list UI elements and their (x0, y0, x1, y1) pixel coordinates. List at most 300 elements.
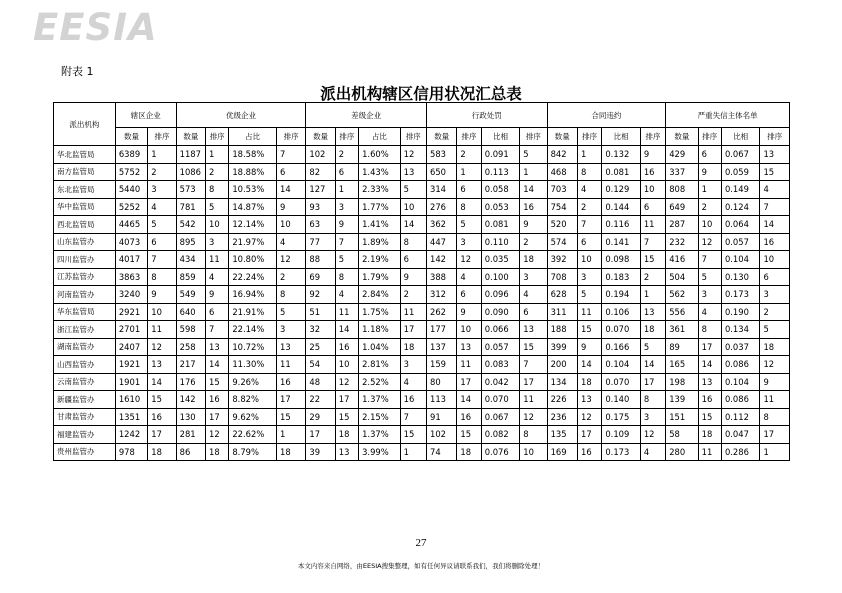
table-cell: 549 (176, 286, 205, 304)
table-cell: 3 (698, 286, 721, 304)
table-cell: 134 (547, 373, 577, 391)
table-cell: 1921 (115, 356, 147, 374)
table-cell: 159 (426, 356, 456, 374)
sub-header: 排序 (335, 128, 358, 146)
sub-header: 比相 (481, 128, 520, 146)
table-cell: 0.086 (721, 391, 760, 409)
table-cell: 0.173 (602, 443, 641, 461)
table-cell: 4 (520, 286, 547, 304)
table-cell: 93 (306, 198, 335, 216)
table-cell: 29 (306, 408, 335, 426)
table-cell: 361 (666, 321, 698, 339)
table-cell: 8 (640, 391, 665, 409)
table-cell: 2.52% (359, 373, 401, 391)
table-cell: 0.100 (481, 268, 520, 286)
table-row (54, 268, 790, 286)
table-cell: 583 (426, 146, 456, 164)
table-cell: 573 (176, 181, 205, 199)
table-cell: 9.26% (229, 373, 277, 391)
table-cell: 7 (698, 251, 721, 269)
group-header: 优级企业 (176, 103, 306, 128)
table-cell: 0.129 (602, 181, 641, 199)
table-cell: 0.106 (602, 303, 641, 321)
table-cell: 5 (640, 338, 665, 356)
table-cell: 13 (698, 373, 721, 391)
table-cell: 287 (666, 216, 698, 234)
table-cell: 15 (520, 338, 547, 356)
sub-header: 占比 (229, 128, 277, 146)
table-cell: 9 (400, 268, 426, 286)
table-cell: 0.091 (481, 146, 520, 164)
table-cell: 0.141 (602, 233, 641, 251)
table-cell: 1086 (176, 163, 205, 181)
table-row (54, 303, 790, 321)
table-cell: 18 (760, 338, 790, 356)
table-cell: 11 (148, 321, 176, 339)
table-cell: 14 (276, 181, 305, 199)
org-name-cell: 华北监管局 (54, 146, 116, 164)
table-cell: 13 (760, 146, 790, 164)
table-cell: 13 (206, 338, 229, 356)
org-name-cell: 华中监管局 (54, 198, 116, 216)
table-cell: 781 (176, 198, 205, 216)
table-cell: 3 (457, 233, 481, 251)
table-cell: 14 (148, 373, 176, 391)
table-cell: 1.77% (359, 198, 401, 216)
table-cell: 18 (520, 251, 547, 269)
table-cell: 151 (666, 408, 698, 426)
table-cell: 6 (457, 286, 481, 304)
table-cell: 13 (335, 443, 358, 461)
table-cell: 169 (547, 443, 577, 461)
table-cell: 18 (276, 443, 305, 461)
table-cell: 22.14% (229, 321, 277, 339)
table-cell: 1351 (115, 408, 147, 426)
table-cell: 7 (520, 356, 547, 374)
table-cell: 86 (176, 443, 205, 461)
table-row (54, 146, 790, 164)
table-cell: 14 (640, 356, 665, 374)
table-cell: 9 (457, 303, 481, 321)
table-cell: 0.144 (602, 198, 641, 216)
table-row (54, 198, 790, 216)
table-cell: 12 (400, 146, 426, 164)
table-cell: 3 (760, 286, 790, 304)
sub-header: 排序 (206, 128, 229, 146)
table-cell: 1.41% (359, 216, 401, 234)
table-cell: 0.076 (481, 443, 520, 461)
table-cell: 0.042 (481, 373, 520, 391)
table-cell: 2 (335, 146, 358, 164)
table-cell: 0.286 (721, 443, 760, 461)
table-cell: 92 (306, 286, 335, 304)
table-row (54, 391, 790, 409)
table-cell: 5 (206, 198, 229, 216)
table-cell: 808 (666, 181, 698, 199)
table-title: 派出机构辖区信用状况汇总表 (320, 84, 522, 103)
table-cell: 91 (426, 408, 456, 426)
table-cell: 14 (457, 391, 481, 409)
org-name-cell: 山东监管办 (54, 233, 116, 251)
table-cell: 11 (640, 216, 665, 234)
table-cell: 13 (276, 338, 305, 356)
group-header: 合同违约 (547, 103, 666, 128)
table-cell: 0.066 (481, 321, 520, 339)
table-cell: 18 (698, 426, 721, 444)
table-cell: 468 (547, 163, 577, 181)
table-cell: 15 (148, 391, 176, 409)
table-cell: 18 (400, 338, 426, 356)
table-cell: 74 (426, 443, 456, 461)
table-cell: 18 (148, 443, 176, 461)
table-cell: 13 (148, 356, 176, 374)
table-cell: 17 (578, 426, 602, 444)
table-cell: 16 (640, 163, 665, 181)
table-cell: 6 (276, 163, 305, 181)
table-cell: 0.081 (602, 163, 641, 181)
table-cell: 10 (578, 251, 602, 269)
table-cell: 6 (457, 181, 481, 199)
table-cell: 10 (148, 303, 176, 321)
table-row (54, 181, 790, 199)
table-cell: 16 (276, 373, 305, 391)
org-name-cell: 浙江监管办 (54, 321, 116, 339)
table-cell: 11 (760, 391, 790, 409)
table-cell: 4073 (115, 233, 147, 251)
table-cell: 0.104 (721, 251, 760, 269)
table-cell: 9 (206, 286, 229, 304)
table-cell: 5 (148, 216, 176, 234)
table-cell: 0.130 (721, 268, 760, 286)
table-cell: 1 (698, 181, 721, 199)
table-cell: 10 (457, 321, 481, 339)
table-cell: 4 (457, 268, 481, 286)
sub-header: 排序 (698, 128, 721, 146)
table-cell: 542 (176, 216, 205, 234)
sub-header: 比相 (721, 128, 760, 146)
org-name-cell: 河南监管办 (54, 286, 116, 304)
table-cell: 9 (276, 198, 305, 216)
table-cell: 88 (306, 251, 335, 269)
table-cell: 754 (547, 198, 577, 216)
table-cell: 17 (335, 391, 358, 409)
table-cell: 6 (640, 198, 665, 216)
table-row (54, 286, 790, 304)
table-cell: 0.067 (721, 146, 760, 164)
table-cell: 2 (457, 146, 481, 164)
table-cell: 6 (148, 233, 176, 251)
table-cell: 4 (148, 198, 176, 216)
table-row (54, 373, 790, 391)
table-cell: 0.175 (602, 408, 641, 426)
table-cell: 429 (666, 146, 698, 164)
table-cell: 10.80% (229, 251, 277, 269)
table-cell: 0.053 (481, 198, 520, 216)
table-cell: 556 (666, 303, 698, 321)
group-header: 辖区企业 (115, 103, 176, 128)
org-name-cell: 湖南监管办 (54, 338, 116, 356)
table-cell: 2407 (115, 338, 147, 356)
table-cell: 11 (698, 443, 721, 461)
table-cell: 0.082 (481, 426, 520, 444)
table-cell: 89 (666, 338, 698, 356)
table-cell: 2 (520, 233, 547, 251)
table-cell: 14 (578, 356, 602, 374)
table-cell: 1 (206, 146, 229, 164)
table-cell: 0.058 (481, 181, 520, 199)
sub-header: 排序 (400, 128, 426, 146)
table-cell: 1.37% (359, 426, 401, 444)
table-cell: 5752 (115, 163, 147, 181)
table-cell: 276 (426, 198, 456, 216)
table-cell: 17 (306, 426, 335, 444)
table-cell: 447 (426, 233, 456, 251)
table-cell: 5440 (115, 181, 147, 199)
table-cell: 226 (547, 391, 577, 409)
table-cell: 1 (148, 146, 176, 164)
table-cell: 7 (640, 233, 665, 251)
sub-header: 排序 (520, 128, 547, 146)
table-cell: 10 (640, 181, 665, 199)
table-cell: 0.098 (602, 251, 641, 269)
table-cell: 12 (206, 426, 229, 444)
sub-header: 数量 (426, 128, 456, 146)
table-cell: 640 (176, 303, 205, 321)
table-cell: 1 (335, 181, 358, 199)
table-cell: 2 (698, 198, 721, 216)
table-cell: 5 (400, 181, 426, 199)
table-cell: 9 (335, 216, 358, 234)
table-cell: 1 (276, 426, 305, 444)
table-cell: 842 (547, 146, 577, 164)
table-cell: 8 (760, 408, 790, 426)
sub-header: 排序 (640, 128, 665, 146)
table-cell: 0.112 (721, 408, 760, 426)
table-cell: 14 (400, 216, 426, 234)
table-cell: 388 (426, 268, 456, 286)
table-row (54, 233, 790, 251)
table-cell: 628 (547, 286, 577, 304)
table-cell: 0.173 (721, 286, 760, 304)
table-cell: 3240 (115, 286, 147, 304)
table-cell: 562 (666, 286, 698, 304)
table-cell: 978 (115, 443, 147, 461)
table-row (54, 338, 790, 356)
table-cell: 8 (335, 268, 358, 286)
table-cell: 7 (335, 233, 358, 251)
group-header: 差级企业 (306, 103, 427, 128)
table-cell: 1.75% (359, 303, 401, 321)
table-cell: 8.79% (229, 443, 277, 461)
table-cell: 0.083 (481, 356, 520, 374)
table-cell: 22 (306, 391, 335, 409)
table-cell: 0.132 (602, 146, 641, 164)
table-cell: 2 (578, 198, 602, 216)
table-cell: 2.84% (359, 286, 401, 304)
table-cell: 32 (306, 321, 335, 339)
table-cell: 1 (578, 146, 602, 164)
table-cell: 17 (276, 391, 305, 409)
table-cell: 18.88% (229, 163, 277, 181)
table-cell: 1.18% (359, 321, 401, 339)
table-cell: 15 (640, 251, 665, 269)
table-cell: 16 (520, 198, 547, 216)
table-cell: 0.037 (721, 338, 760, 356)
table-cell: 3 (276, 321, 305, 339)
table-cell: 10.53% (229, 181, 277, 199)
table-cell: 58 (666, 426, 698, 444)
org-name-cell: 福建监管办 (54, 426, 116, 444)
table-cell: 1.89% (359, 233, 401, 251)
table-cell: 11 (520, 391, 547, 409)
table-cell: 3.99% (359, 443, 401, 461)
sub-header: 数量 (666, 128, 698, 146)
table-cell: 12 (640, 426, 665, 444)
table-cell: 7 (760, 198, 790, 216)
table-cell: 337 (666, 163, 698, 181)
table-cell: 859 (176, 268, 205, 286)
table-cell: 8 (698, 321, 721, 339)
table-cell: 0.067 (481, 408, 520, 426)
table-cell: 311 (547, 303, 577, 321)
table-cell: 17 (760, 426, 790, 444)
table-cell: 362 (426, 216, 456, 234)
sub-header: 排序 (578, 128, 602, 146)
table-cell: 2 (206, 163, 229, 181)
table-cell: 15 (276, 408, 305, 426)
table-cell: 16 (148, 408, 176, 426)
table-cell: 0.057 (721, 233, 760, 251)
table-cell: 17 (148, 426, 176, 444)
table-cell: 10 (698, 216, 721, 234)
table-cell: 4 (578, 181, 602, 199)
table-cell: 48 (306, 373, 335, 391)
table-cell: 4 (698, 303, 721, 321)
table-cell: 113 (426, 391, 456, 409)
sub-header: 比相 (602, 128, 641, 146)
table-cell: 0.059 (721, 163, 760, 181)
table-cell: 198 (666, 373, 698, 391)
table-cell: 54 (306, 356, 335, 374)
table-cell: 598 (176, 321, 205, 339)
table-cell: 9 (640, 146, 665, 164)
table-cell: 15 (335, 408, 358, 426)
table-cell: 22.62% (229, 426, 277, 444)
table-cell: 21.97% (229, 233, 277, 251)
table-cell: 1 (400, 443, 426, 461)
table-cell: 650 (426, 163, 456, 181)
table-cell: 0.140 (602, 391, 641, 409)
table-cell: 17 (698, 338, 721, 356)
table-cell: 0.070 (602, 321, 641, 339)
table-cell: 15 (698, 408, 721, 426)
table-cell: 1610 (115, 391, 147, 409)
org-name-cell: 华东监管局 (54, 303, 116, 321)
table-cell: 6 (760, 268, 790, 286)
table-cell: 2.33% (359, 181, 401, 199)
table-cell: 2.19% (359, 251, 401, 269)
table-cell: 8.82% (229, 391, 277, 409)
group-header: 行政处罚 (426, 103, 547, 128)
sub-header: 排序 (148, 128, 176, 146)
table-body (54, 146, 790, 461)
table-cell: 4017 (115, 251, 147, 269)
table-cell: 51 (306, 303, 335, 321)
table-cell: 18 (578, 373, 602, 391)
table-cell: 5 (335, 251, 358, 269)
table-cell: 12 (335, 373, 358, 391)
org-name-cell: 云南监管办 (54, 373, 116, 391)
table-cell: 16 (335, 338, 358, 356)
table-cell: 200 (547, 356, 577, 374)
table-cell: 14 (698, 356, 721, 374)
table-cell: 232 (666, 233, 698, 251)
table-cell: 18 (457, 443, 481, 461)
table-cell: 177 (426, 321, 456, 339)
table-cell: 0.183 (602, 268, 641, 286)
table-cell: 10 (520, 443, 547, 461)
table-cell: 708 (547, 268, 577, 286)
table-cell: 10 (760, 251, 790, 269)
table-cell: 0.116 (602, 216, 641, 234)
table-cell: 12 (457, 251, 481, 269)
table-cell: 102 (306, 146, 335, 164)
table-row (54, 356, 790, 374)
table-cell: 703 (547, 181, 577, 199)
table-cell: 102 (426, 426, 456, 444)
sub-header: 排序 (276, 128, 305, 146)
group-header: 严重失信主体名单 (666, 103, 790, 128)
table-cell: 16 (698, 391, 721, 409)
table-cell: 314 (426, 181, 456, 199)
table-cell: 6 (206, 303, 229, 321)
table-cell: 15 (457, 426, 481, 444)
table-cell: 12 (520, 408, 547, 426)
table-row (54, 163, 790, 181)
table-cell: 165 (666, 356, 698, 374)
table-cell: 82 (306, 163, 335, 181)
table-cell: 80 (426, 373, 456, 391)
table-cell: 17 (400, 321, 426, 339)
table-row (54, 216, 790, 234)
table-cell: 14.87% (229, 198, 277, 216)
table-cell: 0.096 (481, 286, 520, 304)
table-cell: 1.04% (359, 338, 401, 356)
table-cell: 0.070 (602, 373, 641, 391)
table-cell: 5 (520, 146, 547, 164)
table-cell: 11 (578, 303, 602, 321)
table-cell: 17 (457, 373, 481, 391)
table-cell: 6 (335, 163, 358, 181)
table-cell: 0.047 (721, 426, 760, 444)
table-cell: 0.057 (481, 338, 520, 356)
table-cell: 2 (400, 286, 426, 304)
table-cell: 258 (176, 338, 205, 356)
table-cell: 6 (578, 233, 602, 251)
table-cell: 12 (578, 408, 602, 426)
table-cell: 9 (520, 216, 547, 234)
table-cell: 13 (457, 338, 481, 356)
table-cell: 14 (206, 356, 229, 374)
table-cell: 39 (306, 443, 335, 461)
table-cell: 17 (640, 373, 665, 391)
table-cell: 3 (578, 268, 602, 286)
table-cell: 9 (148, 286, 176, 304)
table-cell: 2 (640, 268, 665, 286)
table-cell: 0.166 (602, 338, 641, 356)
table-cell: 0.104 (602, 356, 641, 374)
table-cell: 11 (457, 356, 481, 374)
